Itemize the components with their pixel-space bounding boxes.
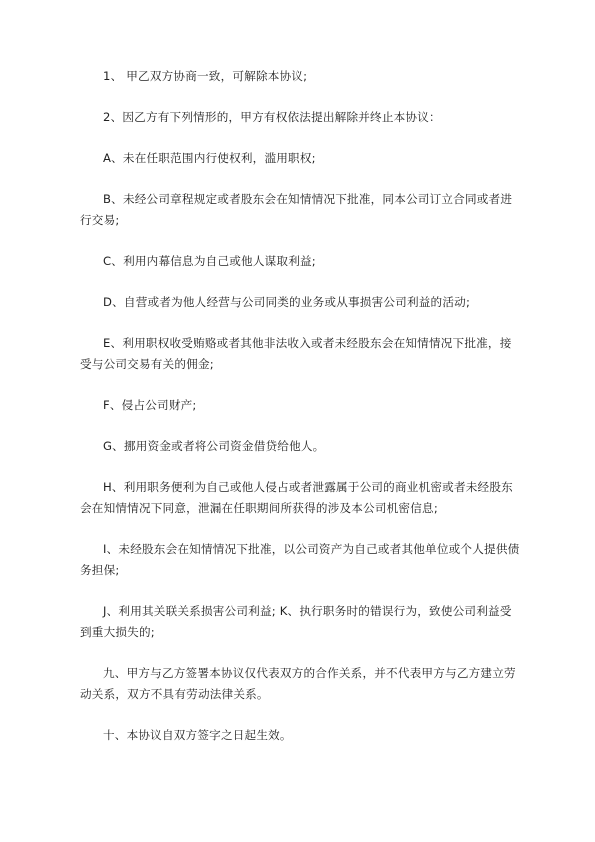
- paragraph-clause-10: 十、本协议自双方签字之日起生效。: [103, 728, 292, 742]
- paragraph-clause-2: 2、因乙方有下列情形的，甲方有权依法提出解除并终止本协议：: [103, 110, 441, 124]
- paragraph-item-c: C、利用内幕信息为自己或他人谋取利益;: [103, 254, 316, 268]
- paragraph-item-j-k: J、利用其关联关系损害公司利益; K、执行职务时的错误行为，致使公司利益受到重大损失的;: [80, 604, 512, 639]
- paragraph-clause-9: 九、甲方与乙方签署本协议仅代表双方的合作关系，并不代表甲方与乙方建立劳动关系，双方不具有劳动法律关系。: [80, 666, 516, 701]
- paragraph-item-d: D、自营或者为他人经营与公司同类的业务或从事损害公司利益的活动;: [103, 295, 471, 309]
- paragraph-item-h: H、利用职务便利为自己或他人侵占或者泄露属于公司的商业机密或者未经股东会在知情情况下同意，泄漏在任职期间所获得的涉及本公司机密信息;: [80, 480, 513, 515]
- paragraph-item-f: F、侵占公司财产;: [103, 398, 197, 412]
- paragraph-item-a: A、未在任职范围内行使权利，滥用职权;: [103, 151, 316, 165]
- paragraph-item-i: I、未经股东会在知情情况下批准，以公司资产为自己或者其他单位或个人提供债务担保;: [80, 542, 520, 577]
- paragraph-item-b: B、未经公司章程规定或者股东会在知情情况下批准，同本公司订立合同或者进行交易;: [80, 192, 513, 227]
- paragraph-clause-1: 1、 甲乙双方协商一致，可解除本协议;: [103, 69, 308, 83]
- paragraph-item-g: G、挪用资金或者将公司资金借贷给他人。: [103, 439, 325, 453]
- paragraph-item-e: E、利用职权收受贿赂或者其他非法收入或者未经股东会在知情情况下批准，接受与公司交易有关的佣金;: [80, 336, 512, 371]
